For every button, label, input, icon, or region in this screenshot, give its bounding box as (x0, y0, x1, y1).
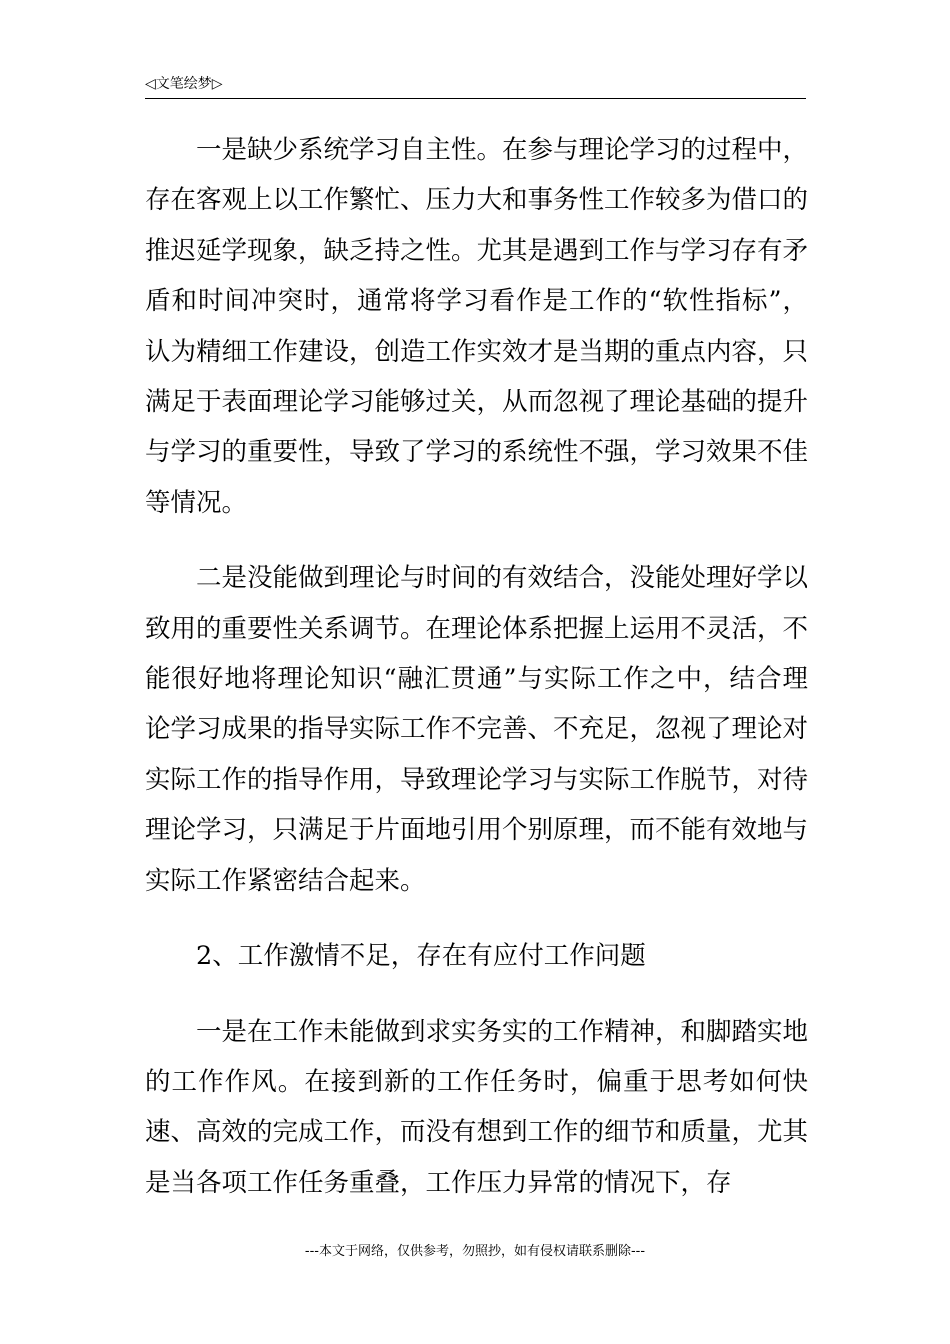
paragraph-1: 一是缺少系统学习自主性。在参与理论学习的过程中，存在客观上以工作繁忙、压力大和事务性工作较多为借口的推迟延学现象，缺乏持之性。尤其是遇到工作与学习存有矛盾和时间冲突时，通常将学习看作是工作的“软性指标”，认为精细工作建设，创造工作实效才是当期的重点内容，只满足于表面理论学习能够过关，从而忽视了理论基础的提升与学习的重要性，导致了学习的系统性不强，学习效果不佳等情况。 (145, 135, 809, 518)
page-header (145, 74, 806, 99)
header-text: ◁文笔绘梦▷ (145, 76, 223, 92)
paragraph-2: 二是没能做到理论与时间的有效结合，没能处理好学以致用的重要性关系调节。在理论体系把握上运用不灵活，不能很好地将理论知识“融汇贯通”与实际工作之中，结合理论学习成果的指导实际工作不完善、不充足，忽视了理论对实际工作的指导作用，导致理论学习与实际工作脱节，对待理论学习，只满足于片面地引用个别原理，而不能有效地与实际工作紧密结合起来。 (145, 563, 809, 896)
document-body (145, 125, 808, 1208)
page-footer: ---本文于网络，仅供参考，勿照抄，如有侵权请联系删除--- (304, 1244, 646, 1259)
section-heading: 2、工作激情不足，存在有应付工作问题 (196, 941, 646, 972)
paragraph-3: 一是在工作未能做到求实务实的工作精神，和脚踏实地的工作作风。在接到新的工作任务时，偏重于思考如何快速、高效的完成工作，而没有想到工作的细节和质量，尤其是当各项工作任务重叠，工作压力异常的情况下，存 (145, 1016, 809, 1198)
